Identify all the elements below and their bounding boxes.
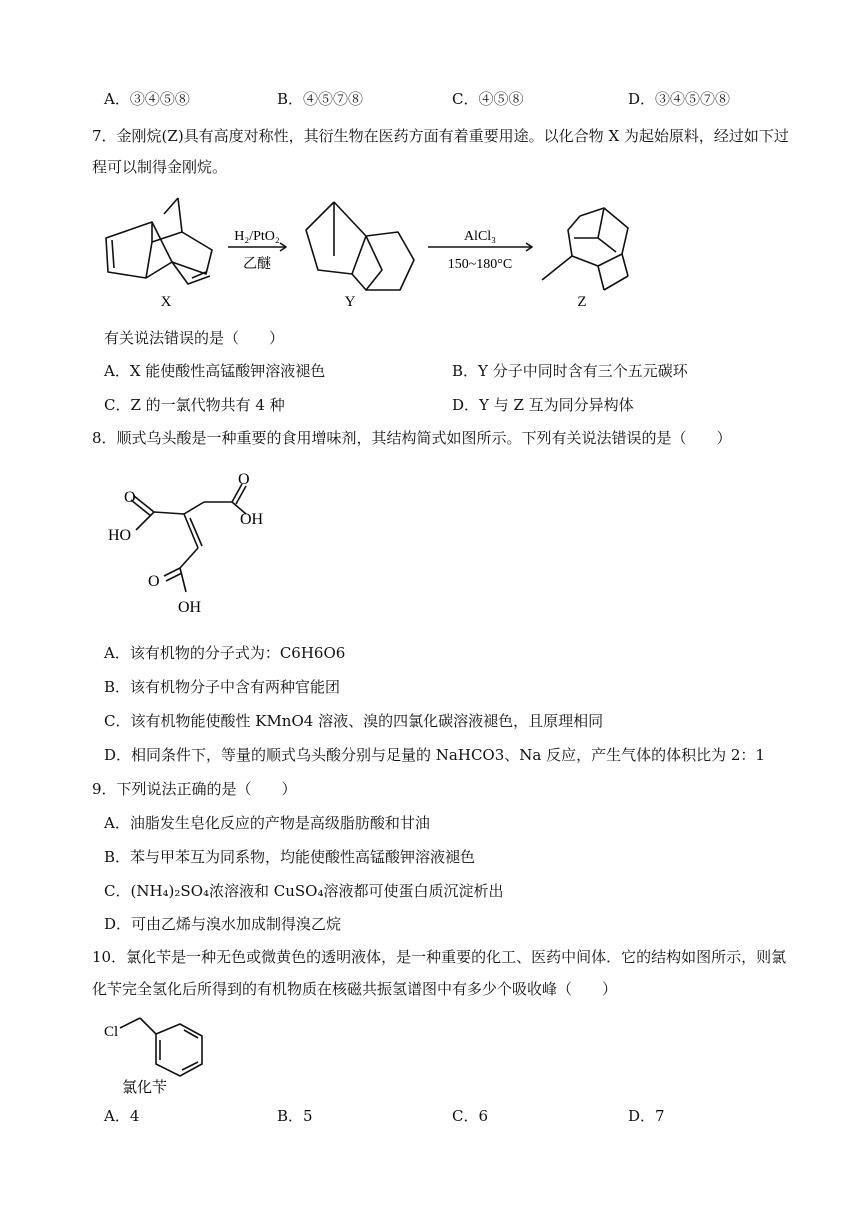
q7-option-c: C．Z 的一氯代物共有 4 种 bbox=[104, 396, 285, 414]
q6-option-c: C．④⑤⑧ bbox=[452, 90, 524, 108]
q7-stem-line2: 程可以制得金刚烷。 bbox=[92, 158, 228, 176]
q7-option-d: D．Y 与 Z 互为同分异构体 bbox=[452, 396, 634, 414]
atom-oh2: OH bbox=[178, 599, 202, 616]
q8-stem: 8．顺式乌头酸是一种重要的食用增味剂，其结构简式如图所示。下列有关说法错误的是（ ） bbox=[92, 429, 732, 447]
q10-structure bbox=[100, 1010, 220, 1100]
q8-option-c: C．该有机物能使酸性 KMnO4 溶液、溴的四氯化碳溶液褪色，且原理相同 bbox=[104, 712, 604, 730]
q9-option-c: C．(NH₄)₂SO₄浓溶液和 CuSO₄溶液都可使蛋白质沉淀析出 bbox=[104, 882, 504, 900]
atom-oh1: OH bbox=[240, 511, 264, 528]
q7-option-b: B．Y 分子中同时含有三个五元碳环 bbox=[452, 362, 688, 380]
q10-option-a: A．4 bbox=[104, 1107, 140, 1125]
q9-option-b: B．苯与甲苯互为同系物，均能使酸性高锰酸钾溶液褪色 bbox=[104, 848, 476, 866]
q8-option-b: B．该有机物分子中含有两种官能团 bbox=[104, 678, 341, 696]
label-y: Y bbox=[344, 294, 356, 310]
q10-stem-line1: 10．氯化苄是一种无色或微黄色的透明液体，是一种重要的化工、医药中间体．它的结构如图所示，则氯 bbox=[92, 948, 787, 966]
compound-y-structure bbox=[306, 202, 414, 290]
q6-option-b: B．④⑤⑦⑧ bbox=[277, 90, 364, 108]
q9-stem: 9．下列说法正确的是（ ） bbox=[92, 780, 297, 798]
q10-stem-line2: 化苄完全氢化后所得到的有机物质在核磁共振氢谱图中有多少个吸收峰（ ） bbox=[92, 980, 618, 998]
atom-o3: O bbox=[148, 573, 160, 590]
reagent2-bottom: 150~180°C bbox=[447, 257, 513, 272]
compound-z-structure bbox=[542, 208, 628, 290]
compound-x-structure bbox=[106, 198, 212, 284]
q7-prompt: 有关说法错误的是（ ） bbox=[104, 329, 285, 347]
struct-caption: 氯化苄 bbox=[122, 1080, 168, 1096]
label-x: X bbox=[160, 294, 172, 310]
reagent1-bottom: 乙醚 bbox=[243, 257, 271, 272]
q9-option-a: A．油脂发生皂化反应的产物是高级脂肪酸和甘油 bbox=[104, 814, 430, 832]
q7-option-a: A．X 能使酸性高锰酸钾溶液褪色 bbox=[104, 362, 326, 380]
reagent1-top: H₂/PtO₂ bbox=[234, 229, 280, 244]
atom-o2: O bbox=[238, 471, 250, 488]
q10-option-b: B．5 bbox=[277, 1107, 313, 1125]
q9-option-d: D．可由乙烯与溴水加成制得溴乙烷 bbox=[104, 915, 342, 933]
q6-option-a: A．③④⑤⑧ bbox=[104, 90, 190, 108]
reagent2-top: AlCl₃ bbox=[463, 229, 497, 244]
q6-option-d: D．③④⑤⑦⑧ bbox=[628, 90, 731, 108]
atom-cl: Cl bbox=[104, 1024, 119, 1040]
q8-option-a: A．该有机物的分子式为：C6H6O6 bbox=[104, 644, 346, 662]
q8-option-d: D．相同条件下，等量的顺式乌头酸分别与足量的 NaHCO3、Na 反应，产生气体的体积比为 2：1 bbox=[104, 746, 765, 764]
atom-ho: HO bbox=[108, 527, 132, 544]
q7-stem-line1: 7．金刚烷(Z)具有高度对称性，其衍生物在医药方面有着重要用途。以化合物 X 为起始原料，经过如下过 bbox=[92, 127, 789, 145]
q10-option-c: C．6 bbox=[452, 1107, 489, 1125]
q8-structure bbox=[100, 462, 300, 622]
q10-option-d: D．7 bbox=[628, 1107, 665, 1125]
q7-reaction-scheme bbox=[0, 180, 860, 320]
label-z: Z bbox=[577, 294, 587, 310]
atom-o1: O bbox=[124, 489, 136, 506]
